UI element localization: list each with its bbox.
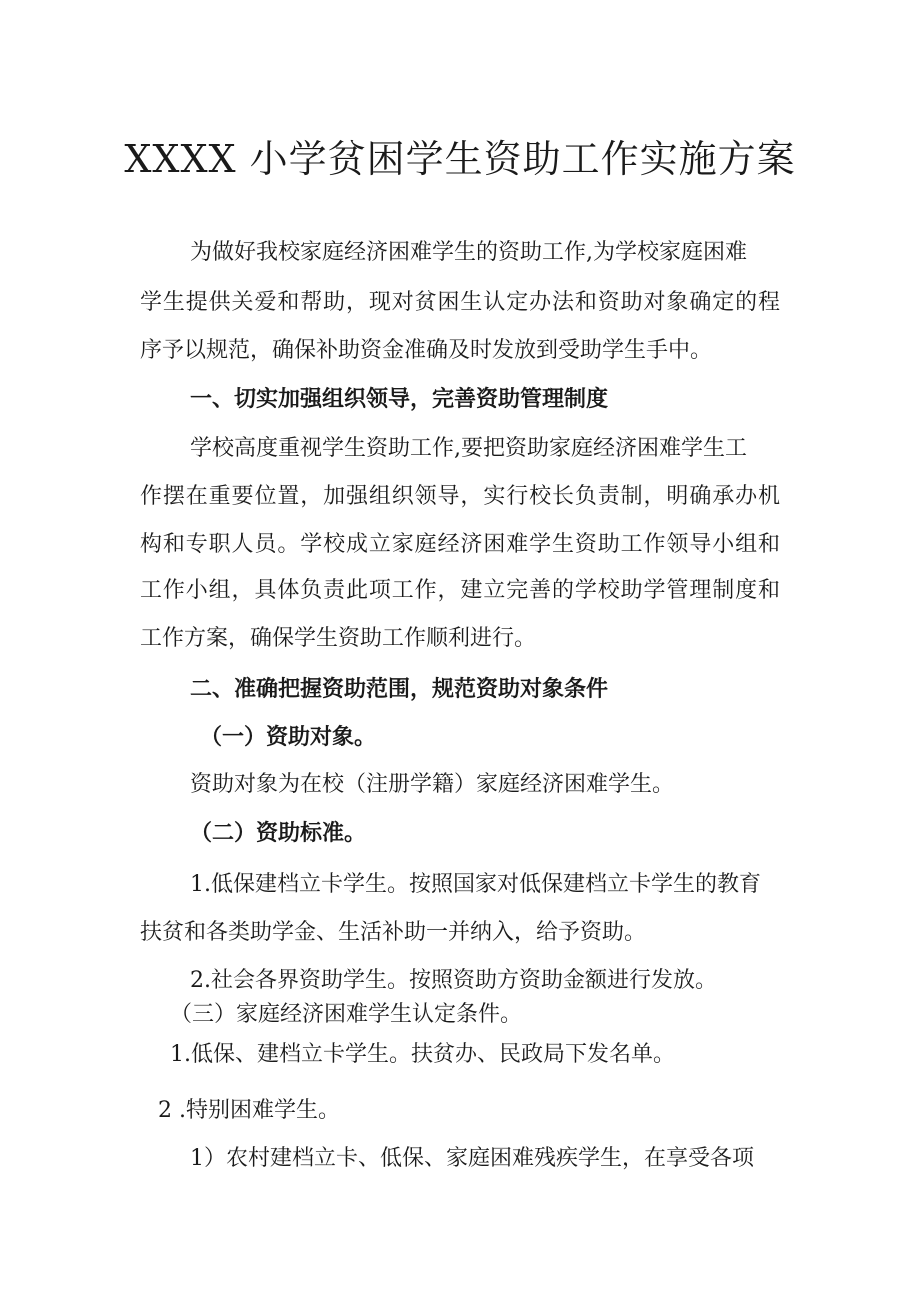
paragraph-line: 工作方案，确保学生资助工作顺利进行。 bbox=[140, 626, 537, 651]
paragraph-line: 1.低保、建档立卡学生。扶贫办、民政局下发名单。 bbox=[170, 1042, 675, 1067]
subsection-heading: （一）资助对象。 bbox=[200, 724, 377, 750]
paragraph-line: 作摆在重要位置，加强组织领导，实行校长负责制，明确承办机 bbox=[140, 484, 780, 509]
paragraph-line: 1.低保建档立卡学生。按照国家对低保建档立卡学生的教育 bbox=[190, 872, 761, 897]
section-heading: 一、切实加强组织领导，完善资助管理制度 bbox=[190, 386, 609, 412]
subsection-heading: （二）资助标准。 bbox=[190, 820, 367, 846]
paragraph-line: 序予以规范，确保补助资金准确及时发放到受助学生手中。 bbox=[140, 338, 713, 363]
paragraph-line: 工作小组，具体负责此项工作，建立完善的学校助学管理制度和 bbox=[140, 578, 780, 603]
paragraph-line: 2 .特别困难学生。 bbox=[158, 1098, 340, 1123]
subsection-heading: （三）家庭经济困难学生认定条件。 bbox=[170, 1002, 523, 1027]
paragraph-line: 学生提供关爱和帮助，现对贫困生认定办法和资助对象确定的程 bbox=[140, 290, 780, 315]
paragraph-line: 2.社会各界资助学生。按照资助方资助金额进行发放。 bbox=[190, 968, 717, 993]
paragraph-line: 构和专职人员。学校成立家庭经济困难学生资助工作领导小组和 bbox=[140, 532, 780, 557]
section-heading: 二、准确把握资助范围，规范资助对象条件 bbox=[190, 676, 609, 702]
paragraph-line: 为做好我校家庭经济困难学生的资助工作,为学校家庭困难 bbox=[190, 240, 747, 265]
paragraph-line: 学校高度重视学生资助工作,要把资助家庭经济困难学生工 bbox=[190, 436, 747, 461]
paragraph-line: 1）农村建档立卡、低保、家庭困难残疾学生，在享受各项 bbox=[190, 1146, 754, 1171]
document-title: XXXX 小学贫困学生资助工作实施方案 bbox=[124, 137, 796, 181]
paragraph-line: 扶贫和各类助学金、生活补助一并纳入，给予资助。 bbox=[140, 920, 647, 945]
paragraph-line: 资助对象为在校（注册学籍）家庭经济困难学生。 bbox=[190, 772, 675, 797]
